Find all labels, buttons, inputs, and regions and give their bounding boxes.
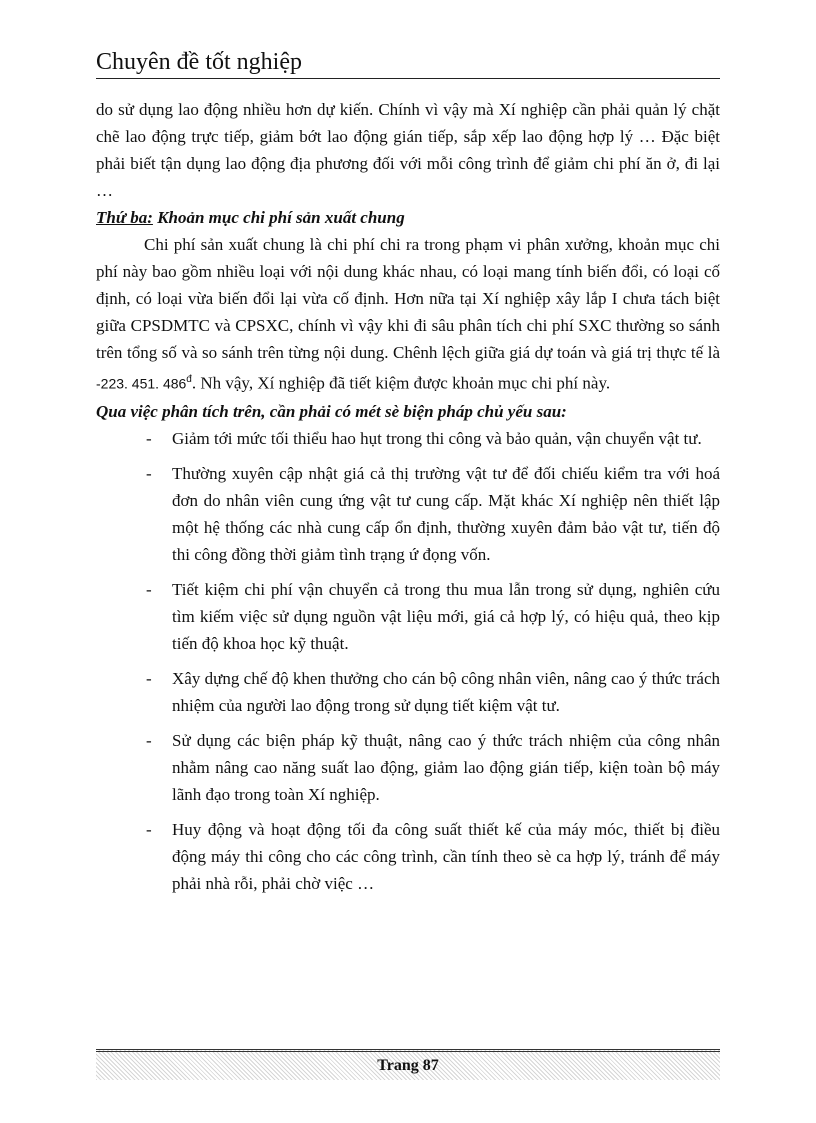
measures-heading: Qua việc phân tích trên, cần phải có mét sè biện pháp chủ yếu sau: <box>96 401 567 421</box>
page-footer <box>96 1049 720 1080</box>
paragraph-overhead-cost <box>96 231 720 398</box>
header-title: Chuyên đề tốt nghiệp <box>96 49 302 75</box>
list-item <box>96 425 720 452</box>
paragraph-overhead-text-1: Chi phí sản xuất chung là chi phí chi ra trong phạm vi phân xưởng, khoản mục chi phí này bao gồm nhiều loại với nội dung khác nhau, có loại mang tính biến đổi, có loại cố định, có loại vừa biến đổi lại vừa cố định. Hơn nữa tại Xí nghiệp xây lắp I chưa tách biệt giữa CPSDMTC và CPSXC, chính vì vậy khi đi sâu phân tích chi phí SXC thường so sánh trên tổng số và so sánh trên từng nội dung. Chênh lệch giữa giá dự toán và giá trị thực tế là <box>96 235 720 362</box>
list-item <box>96 816 720 897</box>
bullet-dash: - <box>146 579 152 599</box>
bullet-dash: - <box>146 463 152 483</box>
list-item-text: Sử dụng các biện pháp kỹ thuật, nâng cao ý thức trách nhiệm của công nhân nhằm nâng cao năng suất lao động, giảm lao động gián tiếp, kiện toàn bộ máy lãnh đạo trong toàn Xí nghiệp. <box>172 730 720 804</box>
list-item <box>96 727 720 808</box>
bullet-dash: - <box>146 819 152 839</box>
section-heading-title: Khoản mục chi phí sản xuất chung <box>152 208 405 227</box>
bullet-dash: - <box>146 668 152 688</box>
section-heading <box>96 204 720 231</box>
paragraph-intro: do sử dụng lao động nhiều hơn dự kiến. Chính vì vậy mà Xí nghiệp cần phải quản lý chặt chẽ lao động trực tiếp, giảm bớt lao động gián tiếp, sắp xếp lao động hợp lý … Đặc biệt phải biết tận dụng lao động địa phương đối với mỗi công trình để giảm chi phí ăn ở, đi lại … <box>96 100 720 200</box>
document-body <box>96 96 720 905</box>
list-item <box>96 460 720 568</box>
header-rule <box>96 78 720 79</box>
list-item-text: Xây dựng chế độ khen thưởng cho cán bộ công nhân viên, nâng cao ý thức trách nhiệm của người lao động trong sử dụng tiết kiệm vật tư. <box>172 668 720 715</box>
list-item-text: Giảm tới mức tối thiểu hao hụt trong thi công và bảo quản, vận chuyển vật tư. <box>172 428 702 448</box>
page-number: Trang 87 <box>377 1057 439 1074</box>
list-item-text: Huy động và hoạt động tối đa công suất thiết kế của máy móc, thiết bị điều động máy thi công cho các công trình, cần tính theo sè ca hợp lý, tránh để máy phải nhà rỗi, phải chờ việc … <box>172 819 720 893</box>
section-heading-lead: Thứ ba: <box>96 208 153 227</box>
list-item-text: Tiết kiệm chi phí vận chuyển cả trong thu mua lẫn trong sử dụng, nghiên cứu tìm kiếm việc sử dụng nguồn vật liệu mới, giá cả hợp lý, có hiệu quả, theo kịp tiến độ khoa học kỹ thuật. <box>172 579 720 653</box>
variance-amount: -223. 451. 486 <box>96 375 187 392</box>
currency-symbol: đ <box>186 374 192 385</box>
list-item-text: Thường xuyên cập nhật giá cả thị trường vật tư để đối chiếu kiểm tra với hoá đơn do nhân viên cung ứng vật tư cung cấp. Mặt khác Xí nghiệp nên thiết lập một hệ thống các nhà cung cấp ổn định, thường xuyên đảm bảo vật tư, tiến độ thi công đồng thời giảm tình trạng ứ đọng vốn. <box>172 463 720 564</box>
list-item <box>96 665 720 719</box>
measures-list <box>96 425 720 897</box>
bullet-dash: - <box>146 730 152 750</box>
paragraph-overhead-text-2: . Nh vậy, Xí nghiệp đã tiết kiệm được khoản mục chi phí này. <box>191 373 611 393</box>
bullet-dash: - <box>146 428 152 448</box>
list-item <box>96 576 720 657</box>
